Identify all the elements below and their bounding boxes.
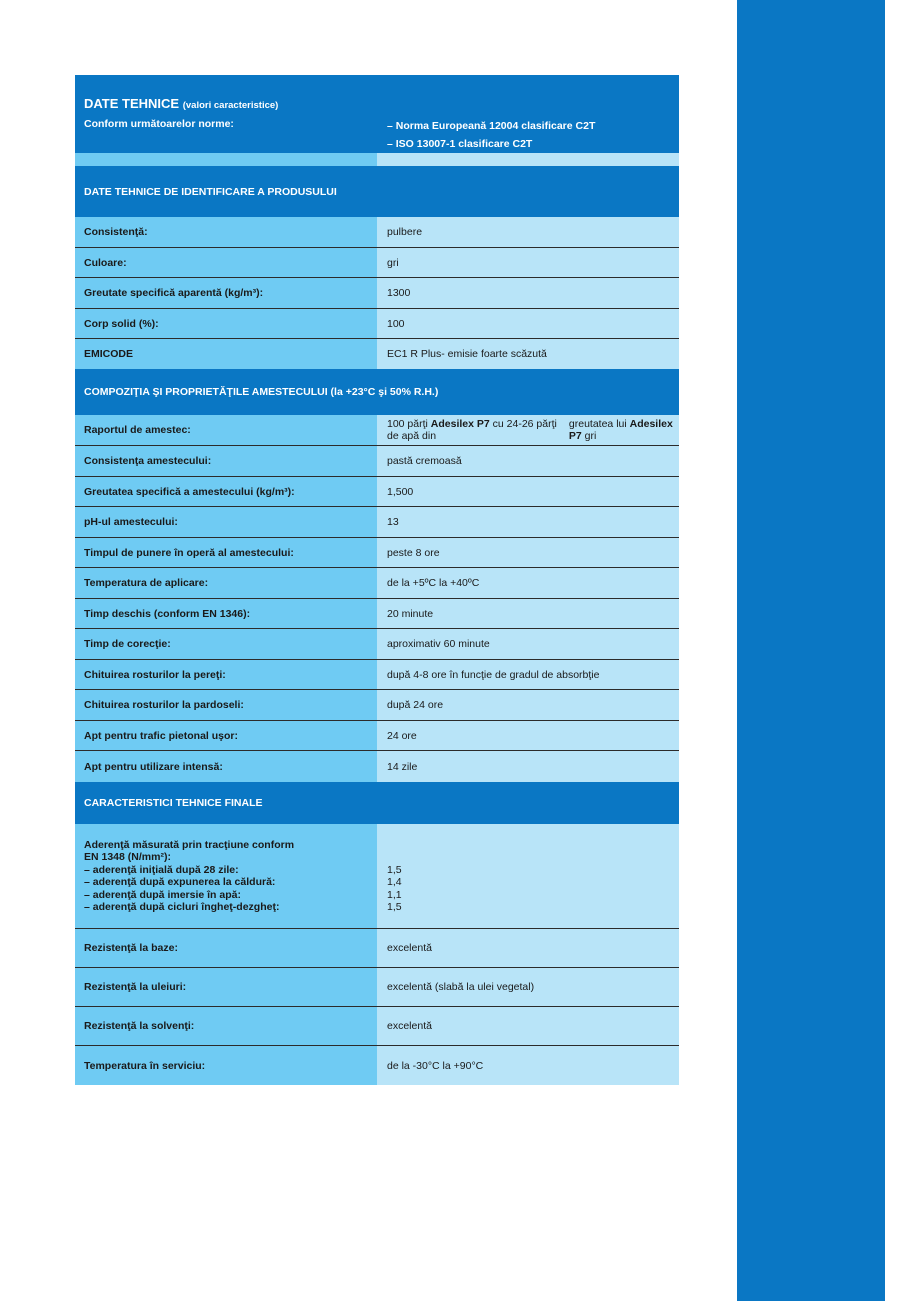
row-key: Greutate specifică aparentă (kg/m³): [75, 278, 377, 308]
row-key: pH-ul amestecului: [75, 507, 377, 537]
row-key: Timp de corecţie: [75, 629, 377, 659]
row-value: aproximativ 60 minute [377, 629, 679, 659]
adhesion-values [387, 839, 402, 914]
row-value [377, 824, 679, 928]
row-value: 1,500 [377, 477, 679, 506]
row-key: Consistenţa amestecului: [75, 446, 377, 476]
row-key: Rezistenţă la solvenţi: [75, 1007, 377, 1045]
table-row [75, 446, 679, 477]
header-title [84, 96, 278, 111]
adhesion-key-lines [84, 839, 294, 914]
row-value: după 24 ore [377, 690, 679, 720]
table-row [75, 751, 679, 782]
table-row [75, 507, 679, 538]
row-value: de la +5ºC la +40ºC [377, 568, 679, 598]
table-row [75, 660, 679, 690]
table-row [75, 339, 679, 369]
row-value: EC1 R Plus- emisie foarte scăzută [377, 339, 679, 369]
table-row-mix-ratio [75, 415, 679, 446]
row-key: Temperatura în serviciu: [75, 1046, 377, 1085]
title-small: (valori caracteristice) [182, 100, 279, 111]
adhesion-value: 1,4 [387, 876, 402, 888]
row-value: 13 [377, 507, 679, 537]
adhesion-key-line: – aderenţă iniţială după 28 zile: [84, 863, 239, 876]
adhesion-key-line: – aderenţă după imersie în apă: [84, 888, 241, 901]
table-row [75, 929, 679, 968]
ratio-text: greutatea lui [568, 418, 630, 430]
norms-list [387, 118, 595, 153]
norm-item: – Norma Europeană 12004 clasificare C2T [387, 120, 596, 132]
adhesion-value: 1,1 [387, 888, 402, 901]
table-row [75, 248, 679, 278]
row-value: 1300 [377, 278, 679, 308]
adhesion-value: 1,5 [387, 901, 402, 913]
table-row [75, 721, 679, 751]
row-value: excelentă [377, 1007, 679, 1045]
row-key [75, 824, 377, 928]
table-row [75, 538, 679, 568]
row-value: pastă cremoasă [377, 446, 679, 476]
table-row [75, 278, 679, 309]
table-row [75, 1007, 679, 1046]
section-identification-title: DATE TEHNICE DE IDENTIFICARE A PRODUSULUI [75, 166, 679, 217]
title-main: DATE TEHNICE [84, 96, 180, 111]
row-value: pulbere [377, 217, 679, 247]
row-value: 100 [377, 309, 679, 338]
norm-item: – ISO 13007-1 clasificare C2T [387, 137, 533, 150]
row-key: Greutatea specifică a amestecului (kg/m³): [75, 477, 377, 506]
adhesion-key-line: – aderenţă după cicluri îngheţ-dezgheţ: [84, 901, 280, 913]
section-final-title: CARACTERISTICI TEHNICE FINALE [75, 782, 679, 824]
table-row [75, 629, 679, 660]
row-value: 24 ore [377, 721, 679, 750]
row-key: EMICODE [75, 339, 377, 369]
table-row [75, 690, 679, 721]
table-row-adhesion [75, 824, 679, 929]
table-row [75, 217, 679, 248]
table-row [75, 599, 679, 629]
row-value: peste 8 ore [377, 538, 679, 567]
row-key: Timpul de punere în operă al amestecului: [75, 538, 377, 567]
row-value: de la -30°C la +90°C [377, 1046, 679, 1085]
row-value: excelentă [377, 929, 679, 967]
row-key: Raportul de amestec: [75, 415, 377, 445]
row-value: după 4-8 ore în funcţie de gradul de absorbţie [377, 660, 679, 689]
row-key: Timp deschis (conform EN 1346): [75, 599, 377, 628]
adhesion-key-line: EN 1348 (N/mm²): [84, 851, 171, 863]
table-row [75, 1046, 679, 1085]
table-row [75, 309, 679, 339]
row-key: Rezistenţă la uleiuri: [75, 968, 377, 1006]
row-key: Chituirea rosturilor la pereţi: [75, 660, 377, 689]
ratio-text: cu 24-26 părţi de apă din [387, 418, 557, 442]
ratio-line-1 [387, 418, 569, 442]
row-value: gri [377, 248, 679, 277]
row-key: Corp solid (%): [75, 309, 377, 338]
row-key: Apt pentru utilizare intensă: [75, 751, 377, 782]
ratio-text: 100 părţi [387, 418, 431, 430]
ratio-text: gri [581, 430, 597, 442]
table-row [75, 477, 679, 507]
row-key: Culoare: [75, 248, 377, 277]
adhesion-value: 1,5 [387, 863, 402, 876]
row-value: 20 minute [377, 599, 679, 628]
ratio-line-2 [569, 418, 679, 442]
technical-data-header [75, 75, 679, 153]
adhesion-key-line: Aderenţă măsurată prin tracţiune conform [84, 838, 295, 851]
row-key: Temperatura de aplicare: [75, 568, 377, 598]
technical-data-sheet [75, 75, 679, 1085]
row-value: excelentă (slabă la ulei vegetal) [377, 968, 679, 1006]
product-name: Adesilex P7 [568, 418, 673, 442]
conform-label: Conform următoarelor norme: [84, 118, 234, 130]
product-name: Adesilex P7 [430, 418, 490, 430]
spacer-row [75, 153, 679, 166]
row-key: Chituirea rosturilor la pardoseli: [75, 690, 377, 720]
row-key: Rezistenţă la baze: [75, 929, 377, 967]
side-color-band [737, 0, 885, 1301]
table-row [75, 968, 679, 1007]
adhesion-key-line: – aderenţă după expunerea la căldură: [84, 876, 276, 888]
row-key: Apt pentru trafic pietonal uşor: [75, 721, 377, 750]
table-row [75, 568, 679, 599]
section-mixture-title: COMPOZIŢIA ŞI PROPRIETĂŢILE AMESTECULUI (la +23°C şi 50% R.H.) [75, 369, 679, 415]
row-value [377, 415, 679, 445]
row-value: 14 zile [377, 751, 679, 782]
row-key: Consistenţă: [75, 217, 377, 247]
